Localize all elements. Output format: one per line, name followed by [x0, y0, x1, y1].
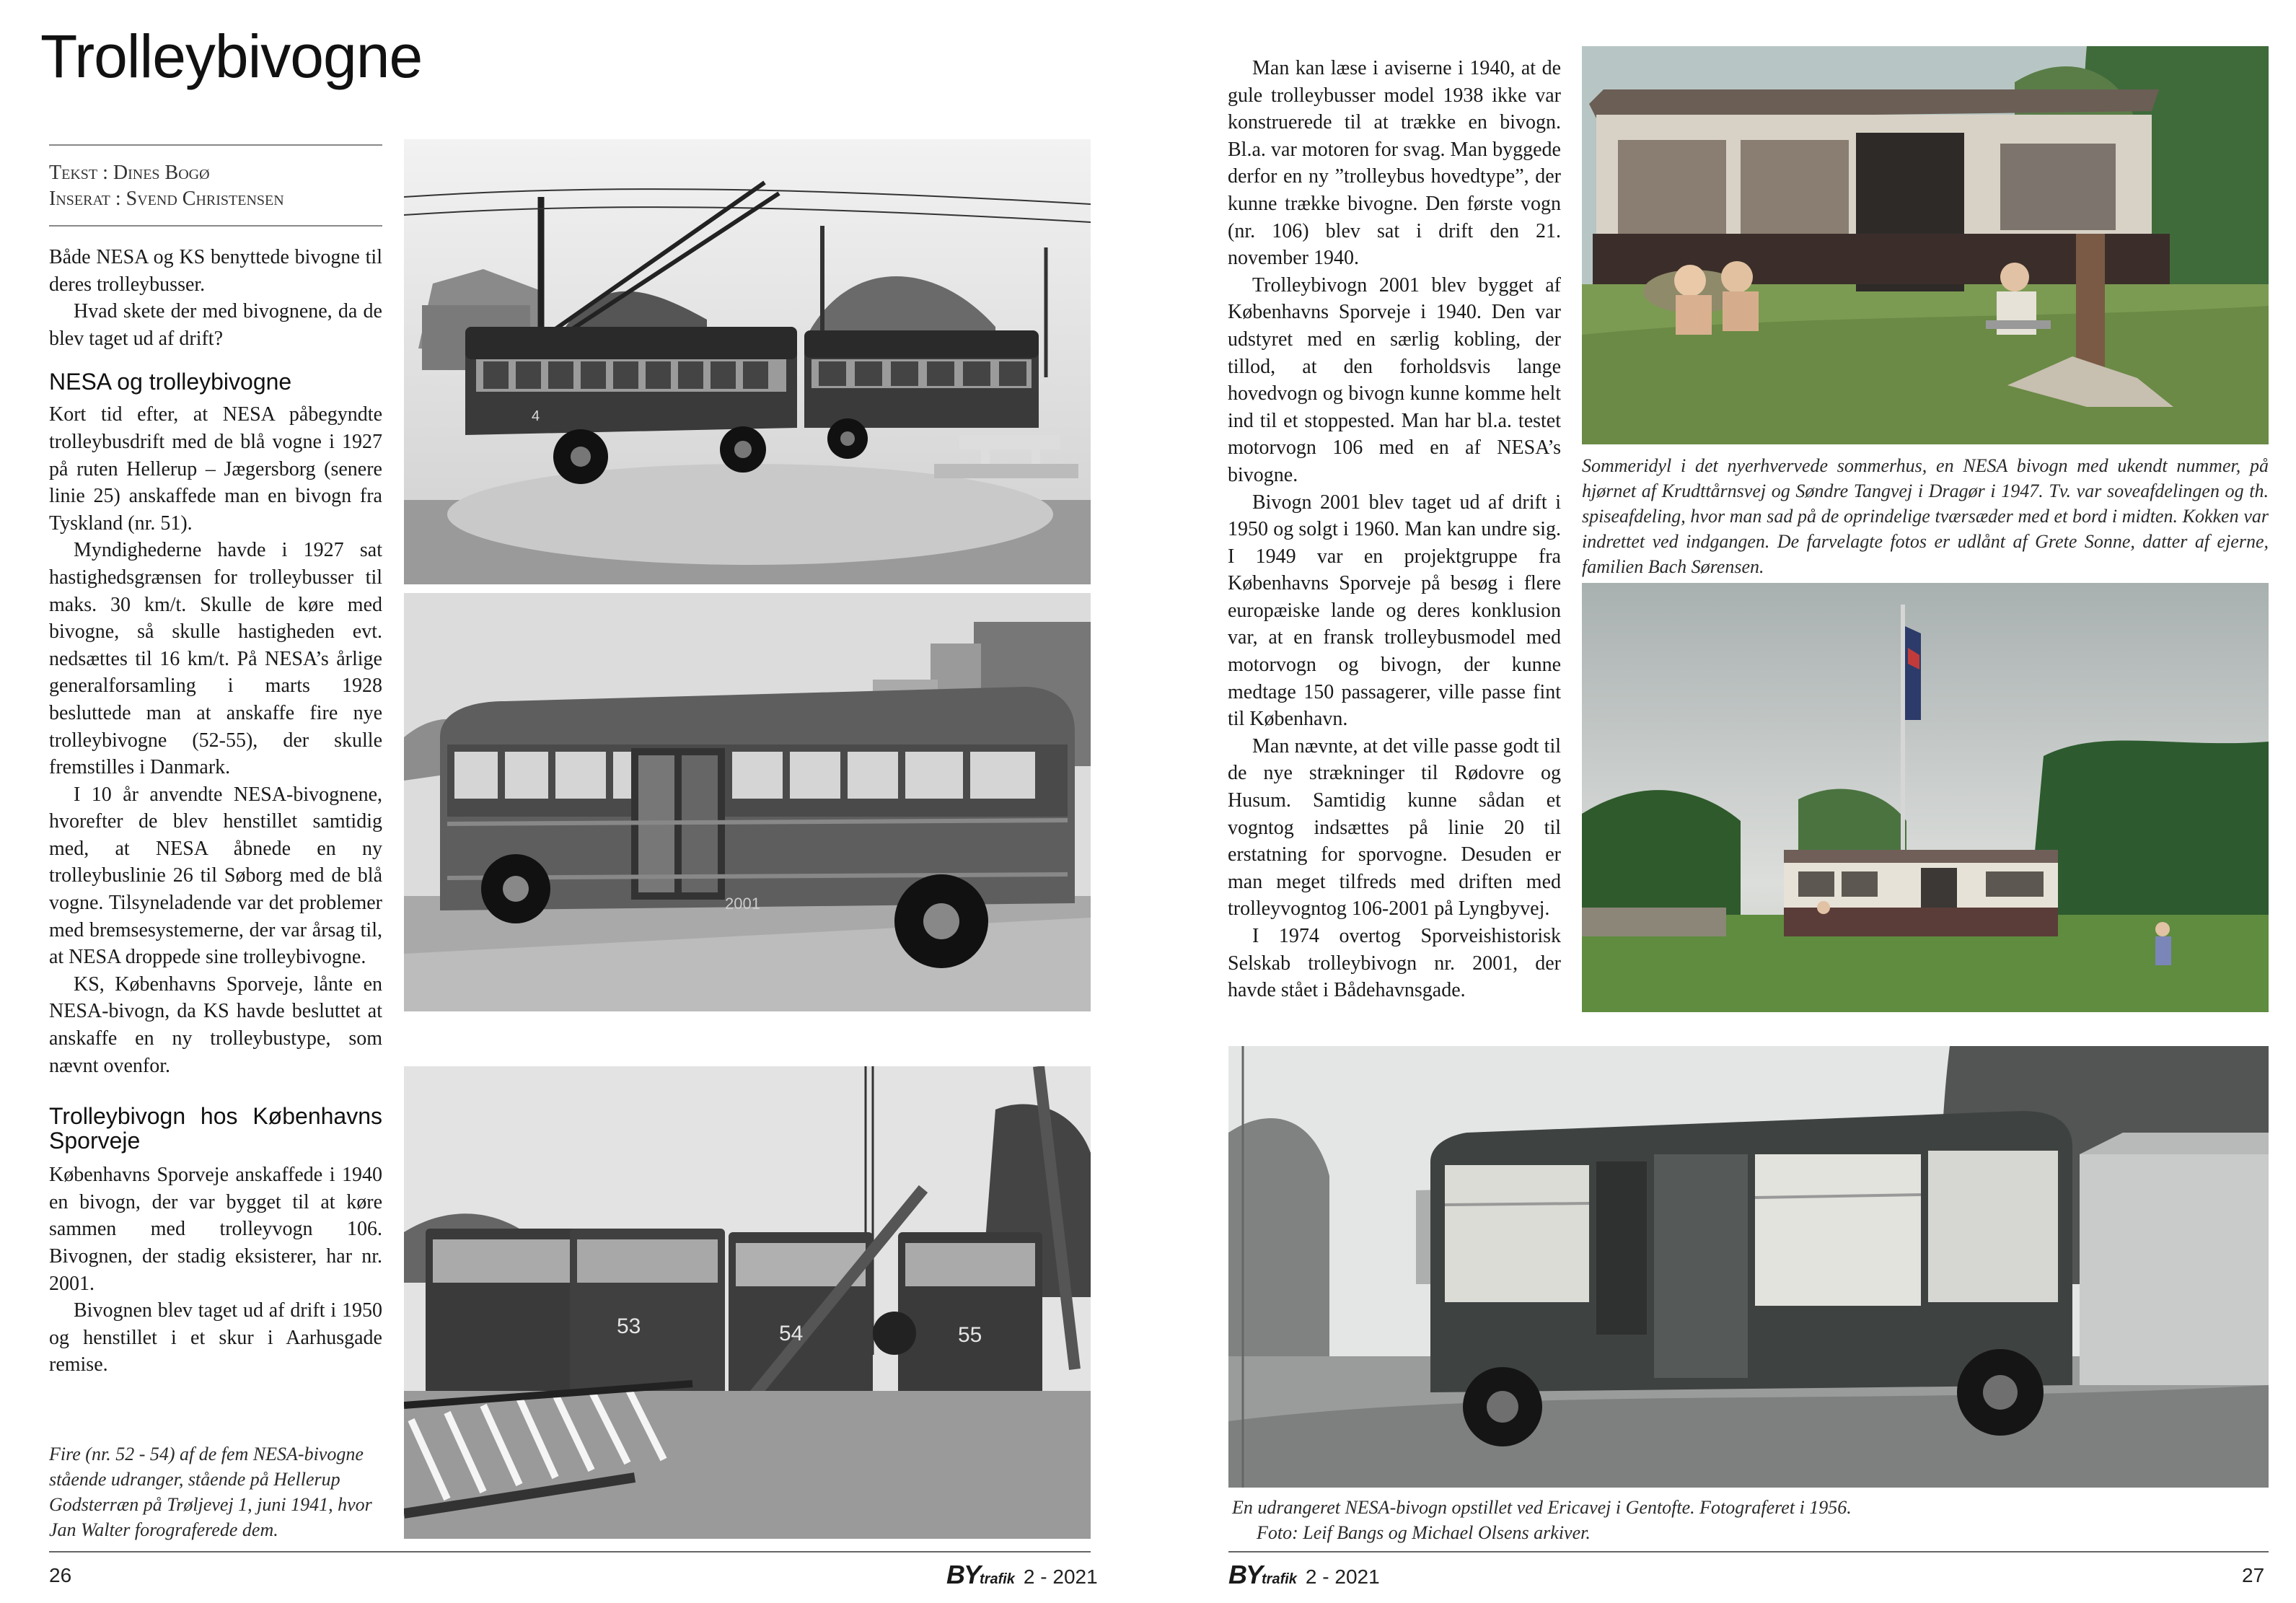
photo-caption-trailers: Fire (nr. 52 - 54) af de fem NESA-bivogne stående udranger, stående på Hellerup Godsterræn på Trøljevej 1, juni 1941, hvor Jan Walter forograferede dem. — [49, 1444, 372, 1540]
photo-vehicle-number: 2001 — [725, 895, 760, 913]
body-paragraph: KS, Københavns Sporveje, lånte en NESA-bivogn, da KS havde besluttet at anskaffe en ny trolleybustype, som nævnt ovenfor. — [49, 972, 382, 1077]
photo-caption-ericavej: En udrangeret NESA-bivogn opstillet ved Ericavej i Gentofte. Fotograferet i 1956. — [1232, 1497, 1852, 1518]
body-paragraph: Bivogn 2001 blev taget ud af drift i 1950 og solgt i 1960. Man kan undre sig. I 1949 var en projektgruppe fra Københavns Sporveje på besøg i flere europæiske lande og deres konklusion var, at en fransk trolleybusmodel med motorvogn og bivogn, der kunne medtage 150 passagerer, ville passe fint til København. — [1228, 491, 1561, 731]
issue-number: 2 - 2021 — [1305, 1565, 1380, 1588]
page-number-right: 27 — [2242, 1564, 2265, 1586]
body-paragraph: Københavns Sporveje anskaffede i 1940 en bivogn, der var bygget til at køre sammen med trolleyvogn 106. Bivognen, der stadig eksisterer, har nr. 2001. — [49, 1164, 382, 1295]
photo-bivogn-2001 — [404, 593, 1091, 1011]
body-paragraph: Myndighederne havde i 1927 sat hastighedsgrænsen for trolleybusser til maks. 30 km/t. Skulle de køre med bivogne, så skulle hastigheden evt. nedsættes til 16 km/t. På NESA’s årlige generalforsamling i marts 1928 besluttede man at anskaffe fire nye trolleybivogne (52-55), der skulle fremstilles i Danmark. — [49, 539, 382, 779]
credit-text: Tekst : Dines Bogø — [49, 162, 210, 184]
photo-flagpole-summer-house — [1582, 583, 2269, 1012]
bytrafik-logo: BYtrafik — [1228, 1560, 1297, 1589]
photo-trailer-number: 54 — [779, 1322, 804, 1345]
body-paragraph: Trolleybivogn 2001 blev bygget af Københavns Sporveje i 1940. Den var udstyret med en særlig kobling, der tillod, at den forholdsvis lange hovedvogn og bivogn kunne komme helt ind til et stoppested. Man har bl.a. testet motorvogn 106 med en af NESA’s bivogne. — [1228, 273, 1561, 486]
article-title: Trolleybivogne — [40, 22, 423, 90]
photo-caption-summer-house: Sommeridyl i det nyerhvervede sommerhus, en NESA bivogn med ukendt nummer, på hjørnet af Krudttårnsvej og Søndre Tangvej i Dragør i 1947. Tv. var soveafdelingen og th. spiseafdeling, hvor man sad på de oprindelige tværsæder med et bord i midten. Kokken var indrettet ved indgangen. De farvelagte fotos er udlånt af Grete Sonne, datter af ejerne, familien Bach Sørensen. — [1582, 455, 2269, 577]
body-paragraph: I 1974 overtog Sporveishistorisk Selskab trolleybivogn nr. 2001, der havde stået i Bådehavnsgade. — [1228, 925, 1561, 1002]
intro-paragraph: Hvad skete der med bivognene, da de blev taget ud af drift? — [49, 300, 382, 350]
right-text-column — [1228, 55, 1561, 1004]
photo-trailer-number: 53 — [617, 1314, 641, 1338]
body-paragraph: Man nævnte, at det ville passe godt til de nye strækninger til Rødovre og Husum. Samtidig kunne sådan et vogntog indsættes på linie 20 til erstatning for sporvogne. Desuden er man meget tilfreds med driften med trolleyvogntog 106-2001 på Lyngbyvej. — [1228, 734, 1561, 921]
photo-vehicle-number: 4 — [532, 408, 540, 424]
body-paragraph: Kort tid efter, at NESA påbegyndte trolleybusdrift med de blå vogne i 1927 på ruten Hellerup – Jægersborg (senere linie 25) anskaffede man en bivogn fra Tyskland (nr. 51). — [49, 403, 382, 535]
photo-bivogn-ericavej — [1228, 1046, 2269, 1488]
intro-paragraph: Både NESA og KS benyttede bivogne til deres trolleybusser. — [49, 246, 382, 296]
photo-trolleybus-with-trailer — [404, 139, 1091, 584]
photo-trailer-number: 55 — [958, 1323, 982, 1347]
page-number-left: 26 — [49, 1564, 72, 1586]
body-paragraph: Man kan læse i aviserne i 1940, at de gule trolleybusser model 1938 ikke var konstruerede til at trække en bivogn. Bl.a. var motoren for svag. Man byggede derfor en ny ”trolleybus hovedtype”, der kunne trække bivogne. Den første vogn (nr. 106) blev sat i drift den 21. november 1940. — [1228, 57, 1561, 270]
body-paragraph: Bivognen blev taget ud af drift i 1950 og henstillet i et skur i Aarhusgade remise. — [49, 1299, 382, 1376]
footer-rule-left — [49, 1551, 1091, 1553]
bytrafik-logo: BYtrafik — [946, 1560, 1015, 1589]
credits-box — [49, 144, 382, 227]
issue-number: 2 - 2021 — [1023, 1565, 1098, 1588]
section-heading-nesa: NESA og trolleybivogne — [49, 369, 292, 395]
credit-insert: Inserat : Svend Christensen — [49, 188, 284, 210]
body-paragraph: I 10 år anvendte NESA-bivognene, hvorefter de blev henstillet samtidig med, at NESA åbnede en ny trolleybuslinie 26 til Søborg med de blå vogne. Tilsyneladende var det problemer med bremsesystemerne, der var årsag til, at NESA droppede sine trolleybivogne. — [49, 783, 382, 969]
section-heading-ks: Trolleybivogn hos Københavns Sporveje — [49, 1103, 382, 1154]
photo-credit: Foto: Leif Bangs og Michael Olsens arkiver. — [1257, 1522, 1591, 1543]
photo-summer-house — [1582, 46, 2269, 444]
left-text-column — [49, 244, 382, 1379]
footer-issue-left — [946, 1560, 1098, 1590]
photo-scrapped-trailers — [404, 1066, 1091, 1539]
footer-issue-right — [1228, 1560, 1380, 1590]
footer-rule-right — [1228, 1551, 2269, 1553]
